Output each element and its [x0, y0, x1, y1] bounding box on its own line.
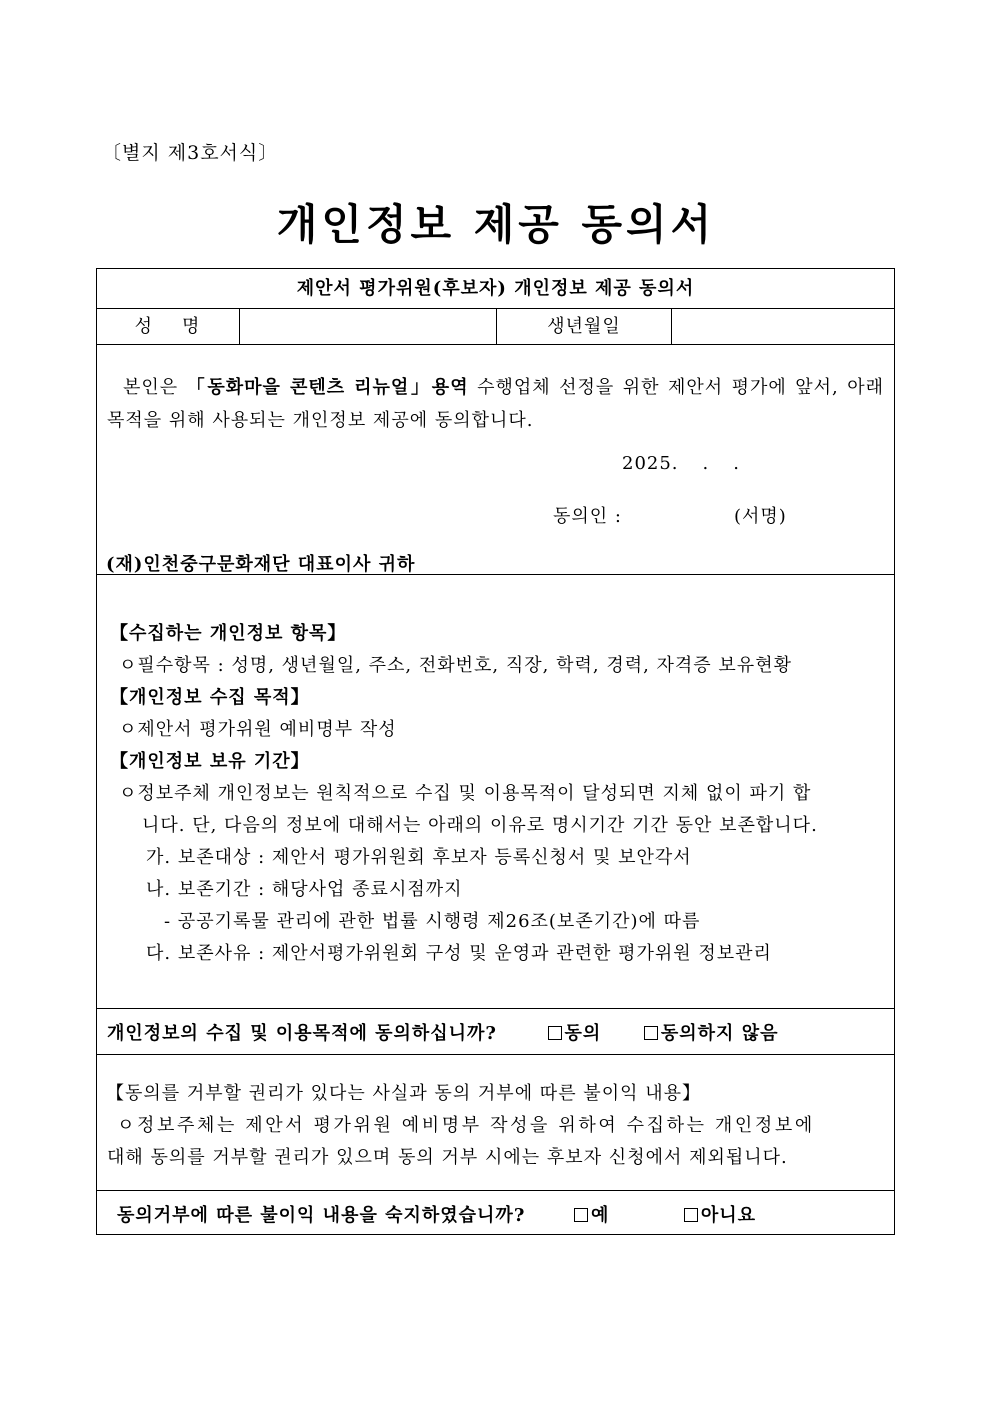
recipient-line: (재)인천중구문화재단 대표이사 귀하: [106, 554, 416, 575]
name-field[interactable]: [240, 309, 497, 344]
period-text-line2: 니다. 단, 다음의 정보에 대해서는 아래의 이유로 명시기간 기간 동안 보존합니다.: [142, 815, 818, 836]
date-year: 2025.: [622, 453, 679, 474]
acknowledge-question-text: 동의거부에 따른 불이익 내용을 숙지하였습니까?: [117, 1205, 526, 1226]
consent-form-table: [96, 268, 895, 1235]
personal-info-details: [97, 575, 894, 1009]
purpose-text: ㅇ제안서 평가위원 예비명부 작성: [119, 719, 397, 740]
items-text: ㅇ필수항목 : 성명, 생년월일, 주소, 전화번호, 직장, 학력, 경력, 자격증 보유현황: [119, 655, 792, 676]
refusal-heading: 【동의를 거부할 권리가 있다는 사실과 동의 거부에 따른 불이익 내용】: [106, 1083, 701, 1104]
signer-label: 동의인 :: [553, 506, 622, 527]
name-label: 성명: [97, 309, 240, 344]
acknowledge-question-row: [97, 1191, 894, 1235]
refusal-text-line1: ㅇ정보주체는 제안서 평가위원 예비명부 작성을 위하여 수집하는 개인정보에: [117, 1115, 815, 1136]
consent-question-text: 개인정보의 수집 및 이용목적에 동의하십니까?: [107, 1023, 497, 1044]
refusal-rights-section: [97, 1055, 894, 1191]
refusal-text-line2: 대해 동의를 거부할 권리가 있으며 동의 거부 시에는 후보자 신청에서 제외됩니다.: [107, 1147, 788, 1168]
yes-checkbox[interactable]: [574, 1208, 588, 1222]
disagree-checkbox[interactable]: [644, 1026, 658, 1040]
form-number-label: 〔별지 제3호서식〕: [102, 142, 279, 164]
signer-line: [553, 502, 787, 528]
no-label: 아니요: [700, 1205, 757, 1226]
retain-reason: 다. 보존사유 : 제안서평가위원회 구성 및 운영과 관련한 평가위원 정보관리: [146, 943, 772, 964]
acknowledge-question: [117, 1201, 756, 1227]
period-heading: 【개인정보 보유 기간】: [110, 751, 310, 772]
consent-question: [107, 1019, 779, 1045]
agree-checkbox[interactable]: [548, 1026, 562, 1040]
applicant-info-row: [97, 309, 894, 345]
retain-law: - 공공기록물 관리에 관한 법률 시행령 제26조(보존기간)에 따름: [164, 911, 701, 932]
signature-field[interactable]: (서명): [733, 506, 787, 527]
birthdate-field[interactable]: [672, 309, 894, 344]
disagree-label: 동의하지 않음: [660, 1023, 779, 1044]
consent-statement: [107, 371, 884, 437]
period-text-line1: ㅇ정보주체 개인정보는 원칙적으로 수집 및 이용목적이 달성되면 지체 없이 파기 합: [119, 783, 812, 804]
no-checkbox[interactable]: [684, 1208, 698, 1222]
date-day-dot: .: [733, 453, 740, 474]
consent-suffix: 수행업체 선정을 위한 제안서 평가에 앞서, 아래 목적을 위해 사용되는 개인정보 제공에 동의합니다.: [107, 377, 884, 431]
agree-label: 동의: [564, 1023, 602, 1044]
items-heading: 【수집하는 개인정보 항목】: [110, 623, 347, 644]
consent-prefix: 본인은: [123, 377, 187, 398]
table-header: 제안서 평가위원(후보자) 개인정보 제공 동의서: [97, 269, 894, 309]
consent-statement-section: [97, 345, 894, 575]
consent-question-row: [97, 1009, 894, 1055]
retain-target: 가. 보존대상 : 제안서 평가위원회 후보자 등록신청서 및 보안각서: [146, 847, 692, 868]
yes-label: 예: [590, 1205, 610, 1226]
project-name: 「동화마을 콘텐츠 리뉴얼」용역: [186, 377, 469, 398]
document-title: 개인정보 제공 동의서: [276, 200, 716, 249]
retain-period: 나. 보존기간 : 해당사업 종료시점까지: [146, 879, 463, 900]
purpose-heading: 【개인정보 수집 목적】: [110, 687, 310, 708]
birthdate-label: 생년월일: [497, 309, 672, 344]
date-month-dot: .: [702, 453, 710, 474]
consent-date: [622, 453, 740, 474]
